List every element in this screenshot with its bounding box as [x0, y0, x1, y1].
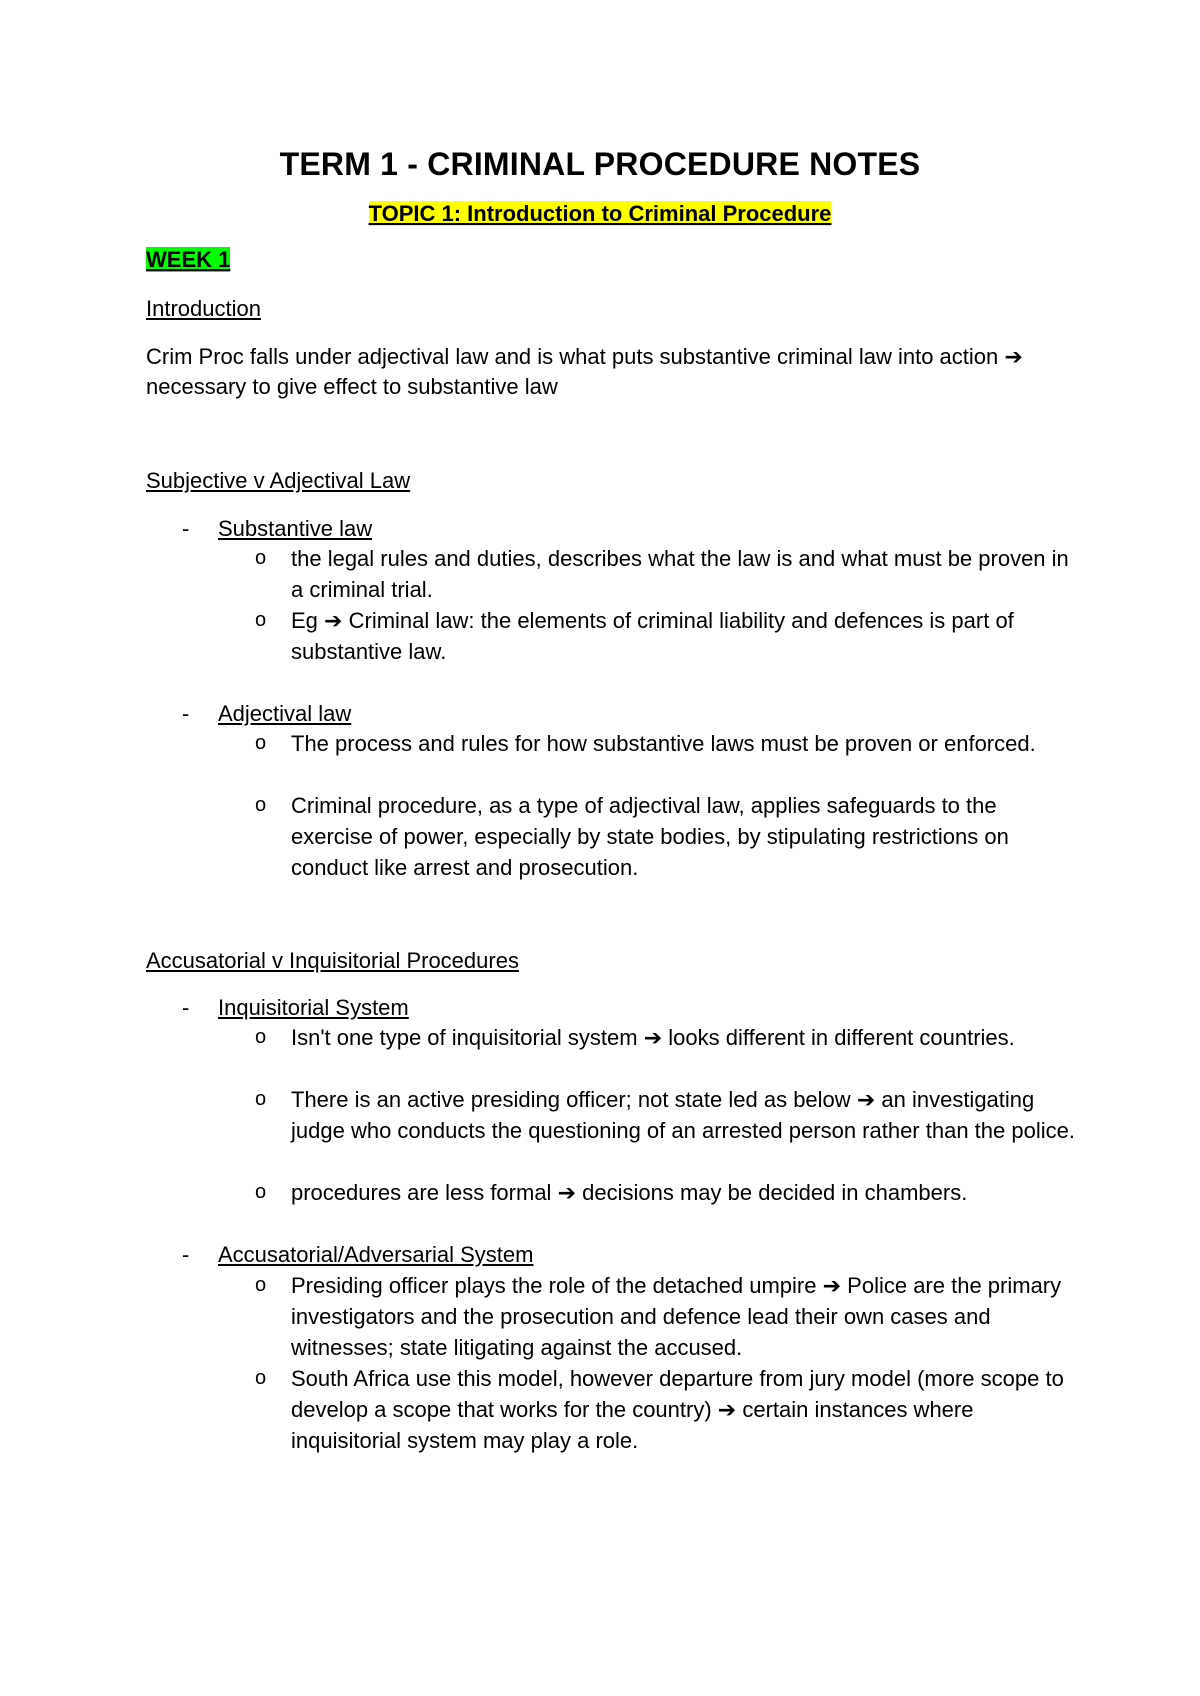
subjective-heading: [146, 466, 410, 496]
inquisitorial-point-3-text: [291, 1177, 1081, 1208]
introduction-text-part2: necessary to give effect to substantive law: [146, 374, 558, 399]
accusatorial-system-label: Accusatorial/Adversarial System: [218, 1242, 534, 1267]
arrow-icon: ➔: [717, 1397, 737, 1422]
introduction-heading: [146, 294, 261, 324]
text-after-arrow: Police are the primary investigators and the prosecution and defence lead their own cases and witnesses; state litigating against the accused.: [291, 1273, 1062, 1360]
text-before-arrow: South Africa use this model, however departure from jury model (more scope to develop a scope that works for the country): [291, 1366, 1064, 1422]
topic-highlight: TOPIC 1: Introduction to Criminal Procedure: [368, 201, 832, 226]
week-heading: [146, 246, 230, 274]
bullet-marker: o: [255, 547, 267, 569]
text-before-arrow: Presiding officer plays the role of the detached umpire: [291, 1273, 817, 1298]
bullet-marker: o: [255, 1274, 267, 1296]
adjectival-law-label: Adjectival law: [218, 701, 352, 726]
introduction-heading-text: Introduction: [146, 296, 261, 321]
text-after-arrow: looks different in different countries.: [668, 1025, 1015, 1050]
dash-marker: -: [182, 516, 190, 541]
arrow-icon: ➔: [324, 608, 343, 633]
accusatorial-heading: [146, 946, 519, 976]
inquisitorial-point-1-text: [291, 1022, 1081, 1053]
text-before-arrow: There is an active presiding officer; not state led as below: [291, 1087, 851, 1112]
bullet-marker: o: [255, 609, 267, 631]
bullet-marker: o: [255, 732, 267, 754]
text-before-arrow: procedures are less formal: [291, 1180, 552, 1205]
topic-heading: [0, 200, 1200, 228]
accusatorial-heading-text: Accusatorial v Inquisitorial Procedures: [146, 948, 519, 973]
inquisitorial-system-label: Inquisitorial System: [218, 995, 409, 1020]
text-after-arrow: decisions may be decided in chambers.: [582, 1180, 968, 1205]
text-before-arrow: Eg: [291, 608, 318, 633]
dash-marker: -: [182, 1242, 190, 1267]
inquisitorial-point-2-text: [291, 1084, 1081, 1146]
bullet-marker: o: [255, 1088, 267, 1110]
bullet-marker: o: [255, 1181, 267, 1203]
bullet-marker: o: [255, 794, 267, 816]
arrow-icon: ➔: [856, 1087, 876, 1112]
accusatorial-point-2-text: [291, 1363, 1081, 1456]
week-highlight: WEEK 1: [146, 247, 231, 272]
accusatorial-point-1-text: [291, 1270, 1081, 1363]
text-after-arrow: an investigating judge who conducts the questioning of an arrested person rather than the police.: [291, 1087, 1075, 1143]
text-after-arrow: certain instances where inquisitorial system may play a role.: [291, 1397, 974, 1453]
arrow-icon: ➔: [822, 1273, 842, 1298]
dash-marker: -: [182, 701, 190, 726]
adjectival-point-2-text: Criminal procedure, as a type of adjectival law, applies safeguards to the exercise of power, especially by state bodies, by stipulating restrictions on conduct like arrest and prosecution.: [291, 793, 1009, 880]
arrow-icon: ➔: [643, 1025, 663, 1050]
substantive-point-2-text: [291, 605, 1081, 667]
text-before-arrow: Isn't one type of inquisitorial system: [291, 1025, 638, 1050]
introduction-text-part1: Crim Proc falls under adjectival law and is what puts substantive criminal law into action: [146, 344, 999, 369]
introduction-paragraph: [146, 342, 1046, 402]
dash-marker: -: [182, 995, 190, 1020]
text-after-arrow: Criminal law: the elements of criminal liability and defences is part of substantive law.: [291, 608, 1014, 664]
arrow-icon: ➔: [1004, 344, 1023, 369]
arrow-icon: ➔: [557, 1180, 577, 1205]
bullet-marker: o: [255, 1026, 267, 1048]
substantive-law-label: Substantive law: [218, 516, 373, 541]
document-title: TERM 1 - CRIMINAL PROCEDURE NOTES: [279, 146, 921, 182]
adjectival-point-1-text: The process and rules for how substantive laws must be proven or enforced.: [291, 731, 1036, 756]
substantive-point-1-text: the legal rules and duties, describes what the law is and what must be proven in a criminal trial.: [291, 546, 1069, 602]
bullet-marker: o: [255, 1367, 267, 1389]
subjective-heading-text: Subjective v Adjectival Law: [146, 468, 411, 493]
